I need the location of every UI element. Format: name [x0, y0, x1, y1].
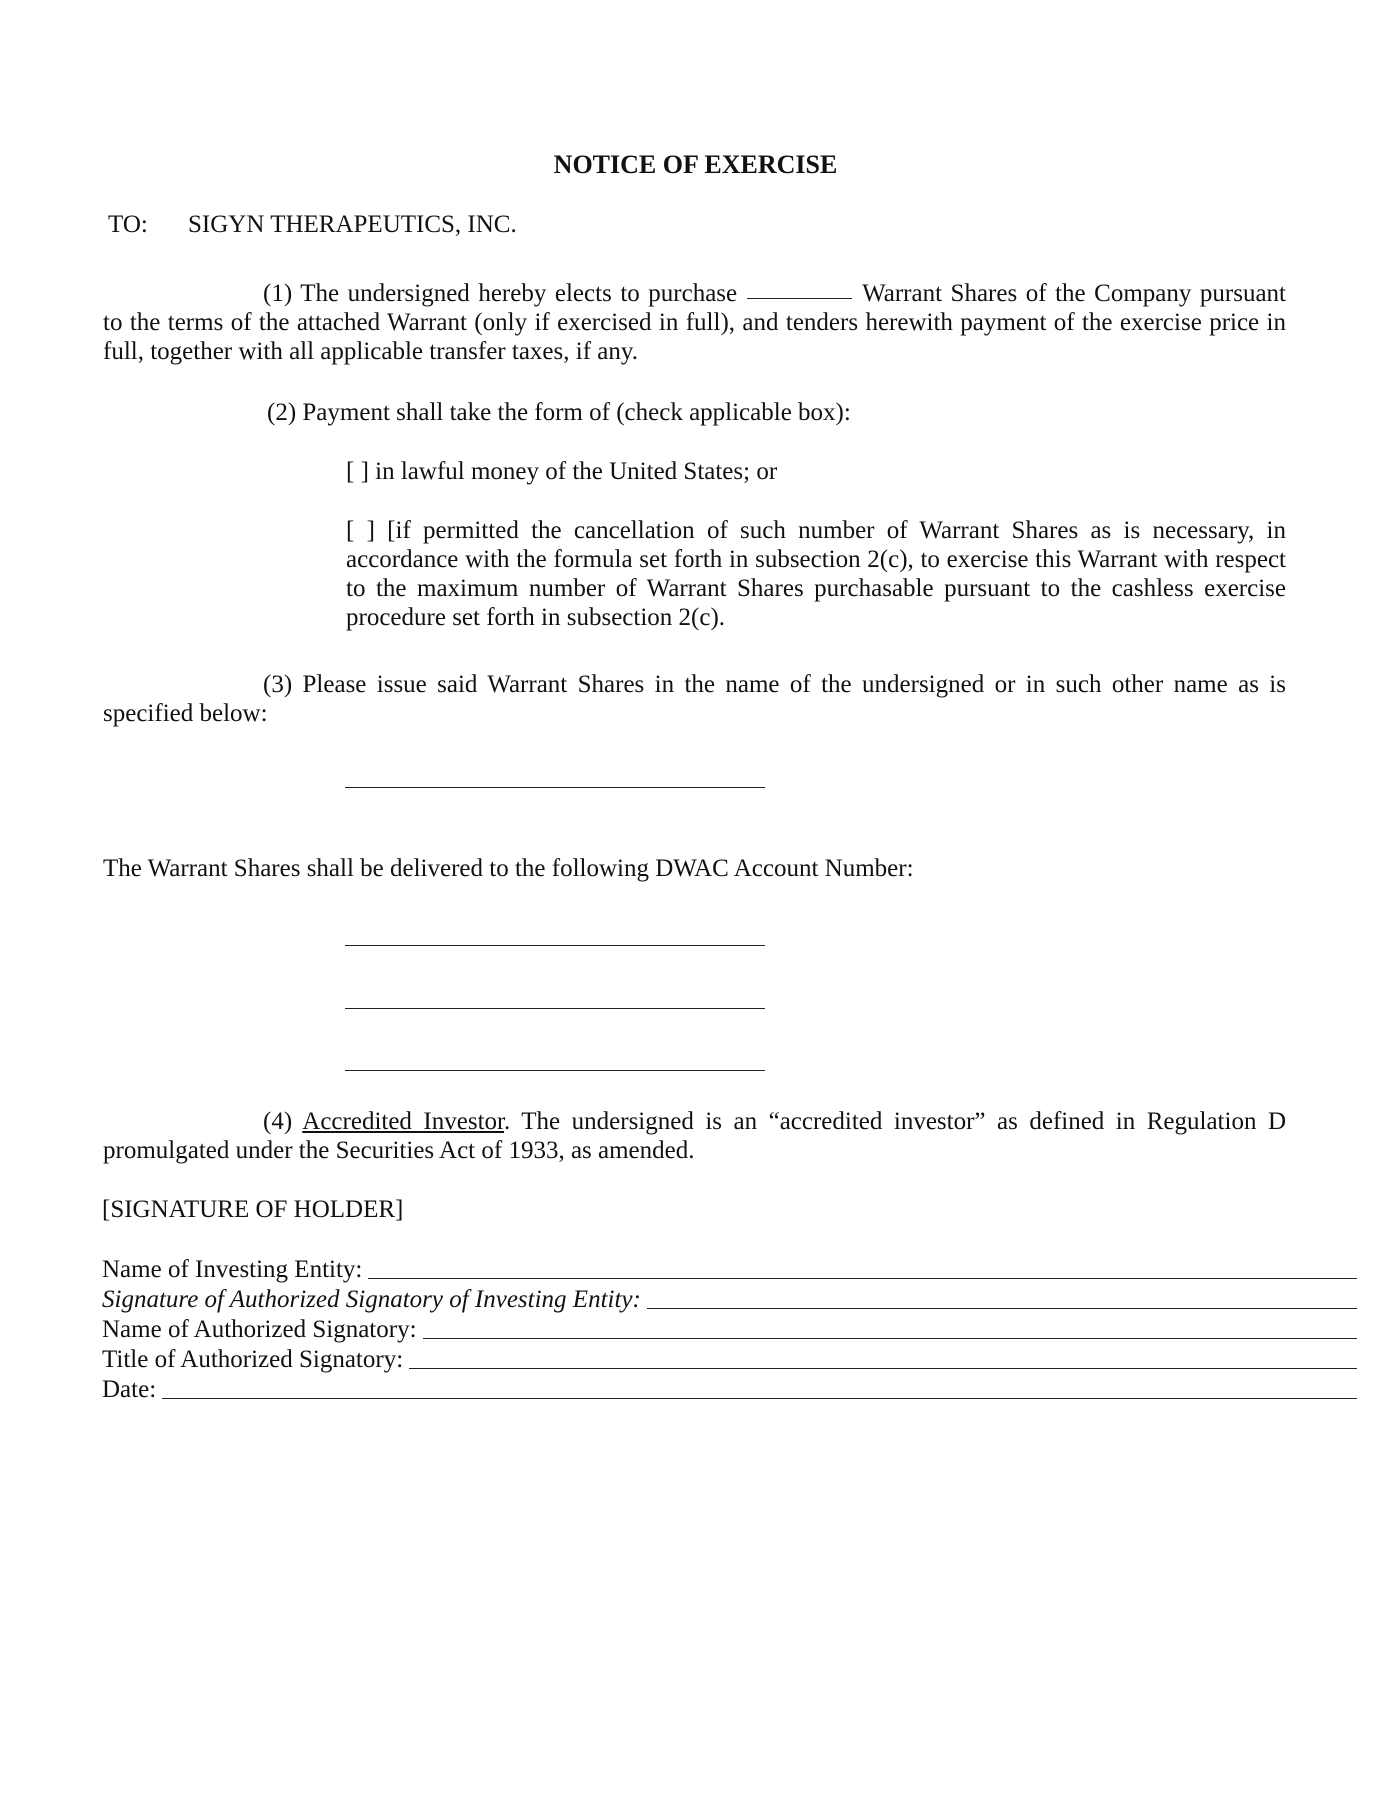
payment-option-cash[interactable]: [ ] in lawful money of the United States; or	[346, 458, 778, 485]
paragraph-1	[103, 279, 1286, 366]
investing-entity-field[interactable]	[368, 1277, 1357, 1279]
signatory-name-field[interactable]	[423, 1337, 1357, 1339]
dwac-line-1[interactable]	[345, 945, 765, 946]
date-field[interactable]	[162, 1397, 1357, 1399]
signatory-title-field[interactable]	[409, 1367, 1357, 1369]
signature-label: Signature of Authorized Signatory of Investing Entity:	[102, 1286, 641, 1313]
investing-entity-row	[102, 1254, 1357, 1284]
accredited-investor-heading: Accredited Investor	[302, 1108, 504, 1135]
paragraph-4	[103, 1107, 1286, 1165]
investing-entity-label: Name of Investing Entity:	[102, 1256, 363, 1283]
to-label: TO:	[108, 211, 148, 238]
paragraph-4-number: (4)	[263, 1108, 293, 1135]
date-label: Date:	[102, 1376, 157, 1403]
signature-block	[102, 1254, 1357, 1404]
issue-name-line[interactable]	[345, 787, 765, 788]
document-title: NOTICE OF EXERCISE	[553, 150, 838, 179]
signatory-title-label: Title of Authorized Signatory:	[102, 1346, 404, 1373]
signatory-name-label: Name of Authorized Signatory:	[102, 1316, 417, 1343]
company-name: SIGYN THERAPEUTICS, INC.	[188, 211, 517, 238]
payment-option-cashless[interactable]: [ ] [if permitted the cancellation of such number of Warrant Shares as is necessary, in accordance with the formula set forth in subsection 2(c), to exercise this Warrant with respect to the maximum number of Warrant Shares purchasable pursuant to the cashless exercise procedure set forth in subsection 2(c).	[346, 517, 1286, 631]
date-row	[102, 1374, 1357, 1404]
signatory-title-row	[102, 1344, 1357, 1374]
paragraph-3: (3) Please issue said Warrant Shares in the name of the undersigned or in such other name as is specified below:	[103, 671, 1286, 727]
dwac-instruction: The Warrant Shares shall be delivered to the following DWAC Account Number:	[103, 855, 914, 882]
addressee-line	[108, 211, 517, 239]
signatory-name-row	[102, 1314, 1357, 1344]
paragraph-4-body: . The undersigned is an “accredited investor” as defined in Regulation D promulgated under the Securities Act of 1933, as amended.	[103, 1108, 1286, 1164]
warrant-shares-blank[interactable]	[747, 297, 852, 299]
signature-row	[102, 1284, 1357, 1314]
signature-field[interactable]	[647, 1307, 1357, 1309]
dwac-line-3[interactable]	[345, 1070, 765, 1071]
paragraph-2: (2) Payment shall take the form of (check applicable box):	[267, 399, 851, 426]
paragraph-1-text-end: Warrant Shares of the Company pursuant to the terms of the attached Warrant (only if exercised in full), and tenders herewith payment of the exercise price in full, together with all applicable transfer taxes, if any.	[103, 280, 1286, 365]
dwac-line-2[interactable]	[345, 1008, 765, 1009]
signature-heading: [SIGNATURE OF HOLDER]	[102, 1196, 404, 1223]
paragraph-1-text-start: (1) The undersigned hereby elects to purchase	[263, 280, 738, 307]
